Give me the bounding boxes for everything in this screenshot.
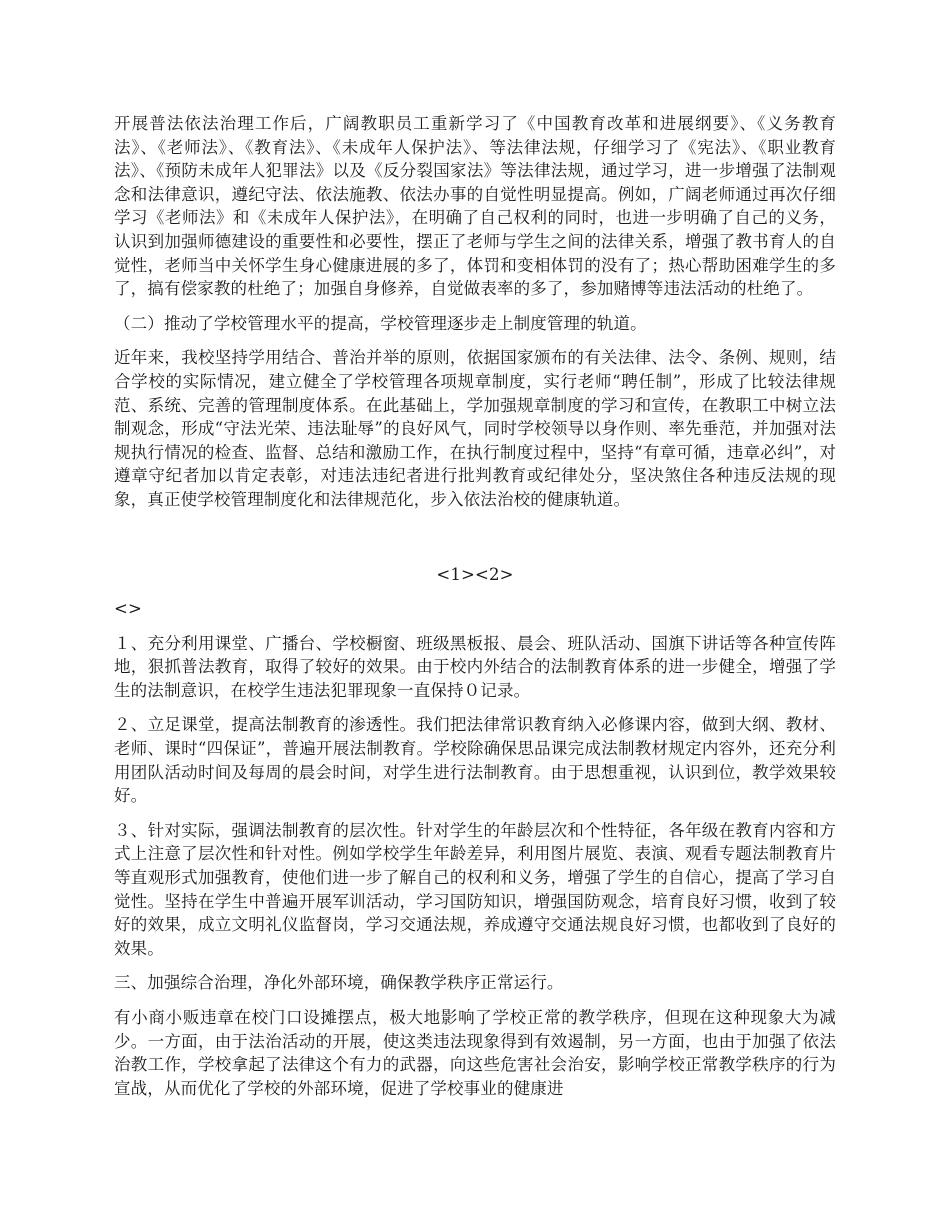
document-page bbox=[114, 112, 836, 1111]
section-heading-environment: 三、加强综合治理，净化外部环境，确保教学秩序正常运行。 bbox=[114, 973, 564, 993]
paragraph-item-1: １、充分利用课堂、广播台、学校橱窗、班级黑板报、晨会、班队活动、国旗下讲话等各种宣传阵地，狠抓普法教育，取得了较好的效果。由于校内外结合的法制教育体系的进一步健全，增强了学生的法制意识，在校学生违法犯罪现象一直保持０记录。 bbox=[114, 633, 836, 700]
page-links[interactable]: <1><2> bbox=[436, 564, 514, 584]
paragraph-item-3: ３、针对实际，强调法制教育的层次性。针对学生的年龄层次和个性特征，各年级在教育内容和方式上注意了层次性和针对性。例如学校学生年龄差异，利用图片展览、表演、观看专题法制教育片等直观形式加强教育，使他们进一步了解自己的权利和义务，增强了学生的自信心，提高了学习自觉性。坚持在学生中普遍开展军训活动，学习国防知识，增强国防观念，培育良好习惯，收到了较好的效果，成立文明礼仪监督岗，学习交通法规，养成遵守交通法规良好习惯，也都收到了良好的效果。 bbox=[114, 820, 836, 958]
empty-link-marker: <> bbox=[114, 599, 142, 619]
section-heading-management: （二）推动了学校管理水平的提高，学校管理逐步走上制度管理的轨道。 bbox=[114, 313, 647, 333]
paragraph-management-system: 近年来，我校坚持学用结合、普治并举的原则，依据国家颁布的有关法律、法令、条例、规则，结合学校的实际情况，建立健全了学校管理各项规章制度，实行老师“聘任制”，形成了比较法律规范、系统、完善的管理制度体系。在此基础上，学加强规章制度的学习和宣传，在教职工中树立法制观念，形成“守法光荣、违法耻辱”的良好风气，同时学校领导以身作则、率先垂范，并加强对法规执行情况的检查、监督、总结和激励工作，在执行制度过程中，坚持“有章可循，违章必纠”，对遵章守纪者加以肯定表彰，对违法违纪者进行批判教育或纪律处分，坚决煞住各种违反法规的现象，真正使学校管理制度化和法律规范化，步入依法治校的健康轨道。 bbox=[114, 348, 836, 509]
paragraph-item-2: ２、立足课堂，提高法制教育的渗透性。我们把法律常识教育纳入必修课内容，做到大纲、教材、老师、课时“四保证”，普遍开展法制教育。学校除确保思品课完成法制教材规定内容外，还充分利用团队活动时间及每周的晨会时间，对学生进行法制教育。由于思想重视，认识到位，教学效果较好。 bbox=[114, 715, 836, 806]
paragraph-law-study: 开展普法依法治理工作后，广阔教职员工重新学习了《中国教育改革和进展纲要》、《义务教育法》、《老师法》、《教育法》、《未成年人保护法》、等法律法规，仔细学习了《宪法》、《职业教育法》、《预防未成年人犯罪法》以及《反分裂国家法》等法律法规，通过学习，进一步增强了法制观念和法律意识，遵纪守法、依法施教、依法办事的自觉性明显提高。例如，广阔老师通过再次仔细学习《老师法》和《未成年人保护法》，在明确了自己权利的同时，也进一步明确了自己的义务，认识到加强师德建设的重要性和必要性，摆正了老师与学生之间的法律关系，增强了教书育人的自觉性，老师当中关怀学生身心健康进展的多了，体罚和变相体罚的没有了；热心帮助困难学生的多了，搞有偿家教的杜绝了；加强自身修养，自觉做表率的多了，参加赌博等违法活动的杜绝了。 bbox=[114, 114, 836, 299]
paragraph-environment: 有小商小贩违章在校门口设摊摆点，极大地影响了学校正常的教学秩序，但现在这种现象大为减少。一方面，由于法治活动的开展，使这类违法现象得到有效遏制，另一方面，也由于加强了依法治教工作，学校拿起了法律这个有力的武器，向这些危害社会治安，影响学校正常教学秩序的行为宣战，从而优化了学校的外部环境，促进了学校事业的健康进 bbox=[114, 1008, 836, 1098]
spacer bbox=[114, 523, 836, 563]
